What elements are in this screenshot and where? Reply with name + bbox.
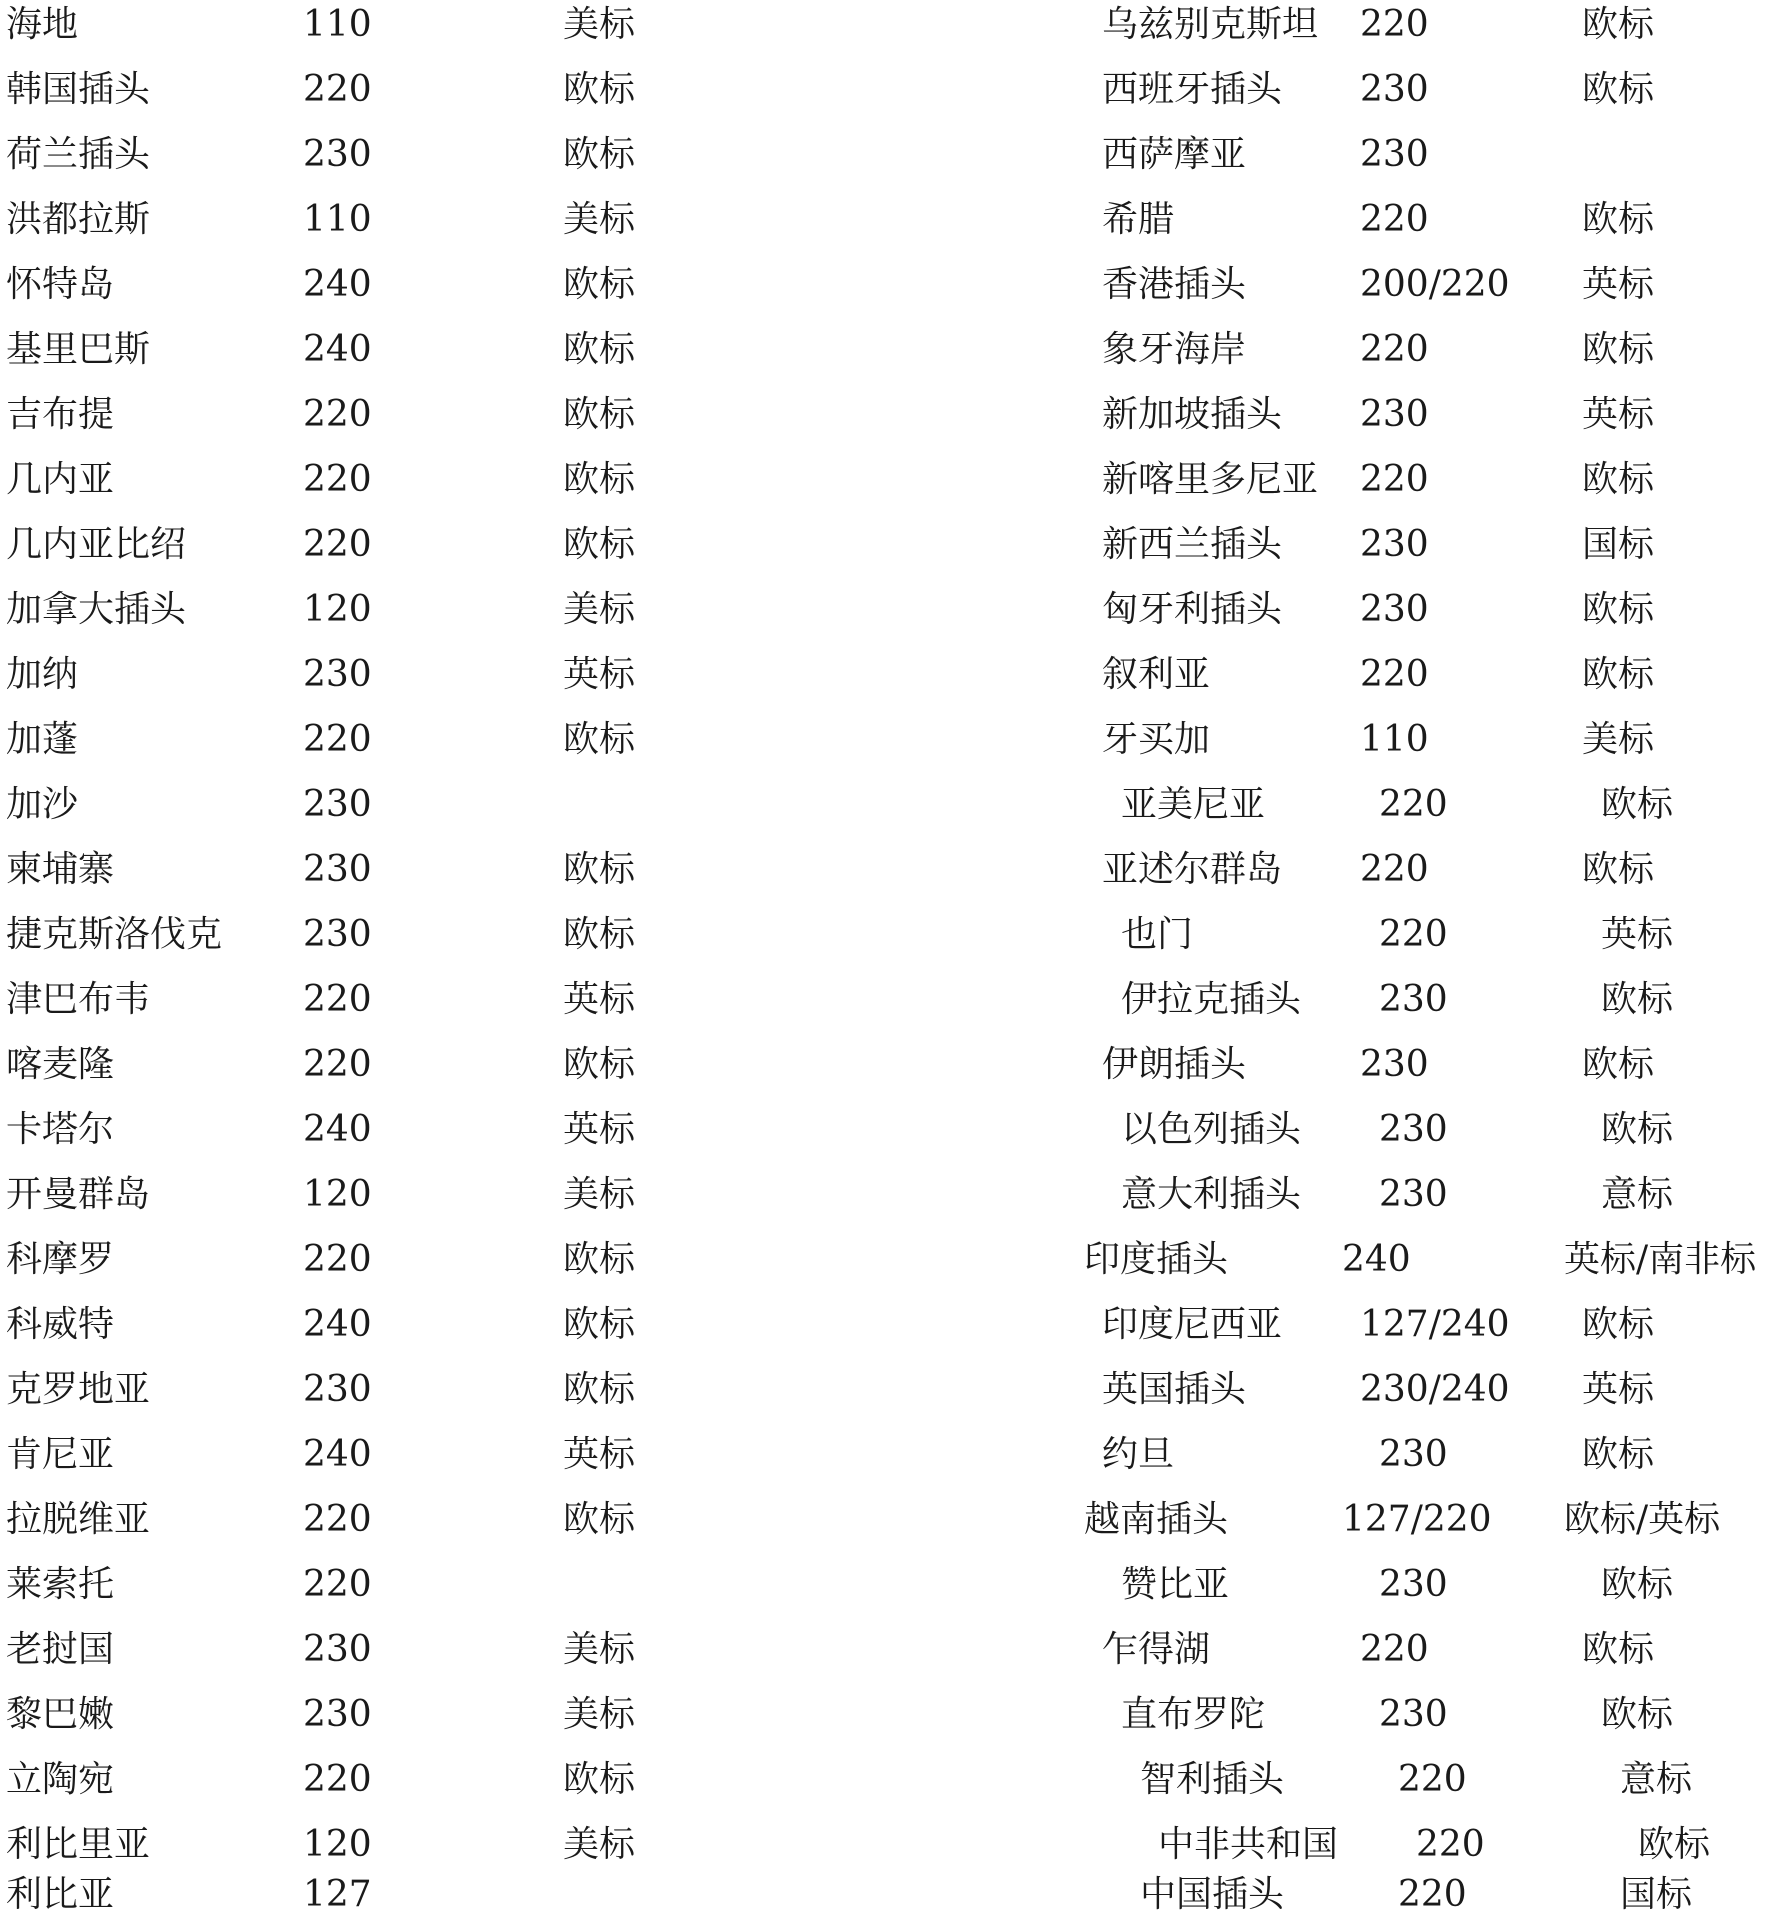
left-country: 卡塔尔: [6, 1109, 115, 1150]
right-plug-type: 国标: [1582, 524, 1655, 565]
left-voltage: 240: [303, 1434, 372, 1475]
right-country: 直布罗陀: [1121, 1694, 1266, 1735]
right-voltage: 220: [1360, 1629, 1429, 1670]
right-voltage: 230: [1360, 589, 1429, 630]
right-country: 赞比亚: [1121, 1564, 1230, 1605]
left-country: 吉布提: [6, 394, 115, 435]
right-country: 象牙海岸: [1102, 329, 1247, 370]
table-row: [0, 1300, 1775, 1350]
right-country: 乍得湖: [1102, 1629, 1211, 1670]
left-voltage: 110: [303, 4, 372, 45]
left-plug-type: 欧标: [563, 1369, 636, 1410]
left-country: 老挝国: [6, 1629, 115, 1670]
left-voltage: 220: [303, 524, 372, 565]
right-plug-type: 英标: [1582, 394, 1655, 435]
left-country: 黎巴嫩: [6, 1694, 115, 1735]
right-voltage: 230/240: [1360, 1369, 1510, 1410]
table-row: [0, 325, 1775, 375]
right-plug-type: 欧标: [1601, 784, 1674, 825]
left-plug-type: 欧标: [563, 459, 636, 500]
left-country: 利比里亚: [6, 1824, 151, 1865]
right-plug-type: 欧标: [1582, 329, 1655, 370]
left-country: 肯尼亚: [6, 1434, 115, 1475]
right-voltage: 220: [1360, 199, 1429, 240]
right-plug-type: 欧标: [1582, 1304, 1655, 1345]
left-voltage: 220: [303, 979, 372, 1020]
left-voltage: 240: [303, 264, 372, 305]
left-plug-type: 欧标: [563, 394, 636, 435]
table-row: [0, 455, 1775, 505]
right-plug-type: 欧标/英标: [1564, 1499, 1721, 1540]
right-voltage: 220: [1360, 849, 1429, 890]
right-voltage: 220: [1398, 1759, 1467, 1800]
table-row: [0, 1430, 1775, 1480]
right-country: 英国插头: [1102, 1369, 1247, 1410]
left-plug-type: 美标: [563, 589, 636, 630]
table-row: [0, 130, 1775, 180]
table-row: [0, 1495, 1775, 1545]
right-voltage: 230: [1379, 1694, 1448, 1735]
left-plug-type: 英标: [563, 1434, 636, 1475]
left-voltage: 110: [303, 199, 372, 240]
right-country: 香港插头: [1102, 264, 1247, 305]
right-voltage: 230: [1379, 1434, 1448, 1475]
left-voltage: 240: [303, 329, 372, 370]
left-country: 几内亚比绍: [6, 524, 187, 565]
left-voltage: 230: [303, 1369, 372, 1410]
table-row: [0, 0, 1775, 50]
left-voltage: 230: [303, 914, 372, 955]
right-voltage: 110: [1360, 719, 1429, 760]
left-country: 加拿大插头: [6, 589, 187, 630]
right-country: 伊拉克插头: [1121, 979, 1302, 1020]
left-plug-type: 欧标: [563, 134, 636, 175]
left-voltage: 220: [303, 394, 372, 435]
left-country: 捷克斯洛伐克: [6, 914, 223, 955]
left-country: 喀麦隆: [6, 1044, 115, 1085]
left-country: 莱索托: [6, 1564, 115, 1605]
table-row: [0, 1625, 1775, 1675]
left-plug-type: 欧标: [563, 524, 636, 565]
left-country: 几内亚: [6, 459, 115, 500]
right-plug-type: 欧标: [1582, 1044, 1655, 1085]
right-country: 越南插头: [1084, 1499, 1229, 1540]
right-country: 伊朗插头: [1102, 1044, 1247, 1085]
left-plug-type: 欧标: [563, 1239, 636, 1280]
left-voltage: 120: [303, 1174, 372, 1215]
right-voltage: 230: [1360, 394, 1429, 435]
left-country: 利比亚: [6, 1874, 115, 1915]
right-voltage: 230: [1360, 134, 1429, 175]
left-country: 津巴布韦: [6, 979, 151, 1020]
left-plug-type: 英标: [563, 654, 636, 695]
right-voltage: 127/220: [1342, 1499, 1492, 1540]
right-plug-type: 欧标: [1582, 589, 1655, 630]
right-country: 中国插头: [1140, 1874, 1285, 1915]
right-country: 印度插头: [1084, 1239, 1229, 1280]
left-voltage: 220: [303, 1239, 372, 1280]
left-voltage: 220: [303, 1044, 372, 1085]
table-row: [0, 910, 1775, 960]
right-plug-type: 欧标: [1582, 459, 1655, 500]
left-plug-type: 欧标: [563, 914, 636, 955]
left-plug-type: 美标: [563, 1629, 636, 1670]
right-voltage: 230: [1360, 524, 1429, 565]
left-voltage: 230: [303, 849, 372, 890]
left-country: 海地: [6, 4, 79, 45]
left-plug-type: 欧标: [563, 1304, 636, 1345]
right-plug-type: 欧标: [1582, 654, 1655, 695]
left-voltage: 220: [303, 1564, 372, 1605]
left-plug-type: 欧标: [563, 329, 636, 370]
right-plug-type: 英标: [1582, 1369, 1655, 1410]
left-voltage: 230: [303, 784, 372, 825]
right-plug-type: 国标: [1620, 1874, 1693, 1915]
right-plug-type: 英标: [1582, 264, 1655, 305]
left-voltage: 220: [303, 1759, 372, 1800]
right-plug-type: 欧标: [1582, 4, 1655, 45]
table-row: [0, 1365, 1775, 1415]
left-plug-type: 欧标: [563, 1499, 636, 1540]
table-row: [0, 1170, 1775, 1220]
right-plug-type: 意标: [1601, 1174, 1674, 1215]
table-row: [0, 1690, 1775, 1740]
right-voltage: 220: [1379, 784, 1448, 825]
table-row: [0, 520, 1775, 570]
right-country: 智利插头: [1140, 1759, 1285, 1800]
table-row: [0, 65, 1775, 115]
right-plug-type: 美标: [1582, 719, 1655, 760]
left-voltage: 230: [303, 134, 372, 175]
right-plug-type: 欧标: [1601, 1694, 1674, 1735]
right-plug-type: 英标: [1601, 914, 1674, 955]
right-plug-type: 欧标: [1582, 1629, 1655, 1670]
right-voltage: 220: [1360, 654, 1429, 695]
table-row: [0, 260, 1775, 310]
left-country: 克罗地亚: [6, 1369, 151, 1410]
table-row: [0, 780, 1775, 830]
right-country: 希腊: [1102, 199, 1175, 240]
right-country: 西班牙插头: [1102, 69, 1283, 110]
left-plug-type: 欧标: [563, 1044, 636, 1085]
left-voltage: 120: [303, 1824, 372, 1865]
right-voltage: 230: [1379, 1564, 1448, 1605]
right-voltage: 240: [1342, 1239, 1411, 1280]
left-voltage: 127: [303, 1874, 372, 1915]
right-voltage: 220: [1379, 914, 1448, 955]
table-row: [0, 1820, 1775, 1870]
right-country: 匈牙利插头: [1102, 589, 1283, 630]
right-country: 牙买加: [1102, 719, 1211, 760]
left-voltage: 230: [303, 1694, 372, 1735]
left-country: 开曼群岛: [6, 1174, 151, 1215]
right-country: 约旦: [1102, 1434, 1175, 1475]
table-row: [0, 1040, 1775, 1090]
right-country: 西萨摩亚: [1102, 134, 1247, 175]
right-plug-type: 欧标: [1601, 1564, 1674, 1605]
right-plug-type: 欧标: [1601, 979, 1674, 1020]
left-plug-type: 欧标: [563, 719, 636, 760]
left-plug-type: 美标: [563, 4, 636, 45]
left-country: 加纳: [6, 654, 79, 695]
left-voltage: 220: [303, 1499, 372, 1540]
left-plug-type: 英标: [563, 979, 636, 1020]
table-row: [0, 1755, 1775, 1805]
table-row: [0, 650, 1775, 700]
right-plug-type: 欧标: [1601, 1109, 1674, 1150]
left-voltage: 240: [303, 1109, 372, 1150]
left-plug-type: 美标: [563, 1174, 636, 1215]
right-voltage: 220: [1360, 4, 1429, 45]
table-row: [0, 715, 1775, 765]
right-country: 亚美尼亚: [1121, 784, 1266, 825]
right-country: 乌兹别克斯坦: [1102, 4, 1319, 45]
right-voltage: 220: [1360, 459, 1429, 500]
right-country: 也门: [1121, 914, 1194, 955]
left-country: 洪都拉斯: [6, 199, 151, 240]
left-plug-type: 欧标: [563, 264, 636, 305]
right-plug-type: 欧标: [1582, 199, 1655, 240]
left-plug-type: 欧标: [563, 849, 636, 890]
left-country: 加蓬: [6, 719, 79, 760]
table-row: [0, 1560, 1775, 1610]
right-voltage: 220: [1360, 329, 1429, 370]
right-country: 印度尼西亚: [1102, 1304, 1283, 1345]
right-plug-type: 欧标: [1582, 69, 1655, 110]
left-plug-type: 美标: [563, 199, 636, 240]
right-country: 新加坡插头: [1102, 394, 1283, 435]
right-voltage: 230: [1379, 1109, 1448, 1150]
right-voltage: 220: [1398, 1874, 1467, 1915]
table-row: [0, 1870, 1775, 1920]
left-plug-type: 欧标: [563, 69, 636, 110]
table-row: [0, 390, 1775, 440]
right-plug-type: 欧标: [1582, 849, 1655, 890]
right-plug-type: 意标: [1620, 1759, 1693, 1800]
table-row: [0, 195, 1775, 245]
left-voltage: 220: [303, 69, 372, 110]
table-row: [0, 585, 1775, 635]
right-plug-type: 欧标: [1582, 1434, 1655, 1475]
right-country: 中非共和国: [1158, 1824, 1339, 1865]
table-row: [0, 975, 1775, 1025]
left-country: 荷兰插头: [6, 134, 151, 175]
right-country: 以色列插头: [1121, 1109, 1302, 1150]
right-voltage: 230: [1360, 1044, 1429, 1085]
right-voltage: 230: [1379, 979, 1448, 1020]
left-voltage: 230: [303, 654, 372, 695]
right-plug-type: 英标/南非标: [1564, 1239, 1757, 1280]
right-country: 意大利插头: [1121, 1174, 1302, 1215]
table-row: [0, 1235, 1775, 1285]
right-country: 新西兰插头: [1102, 524, 1283, 565]
right-voltage: 220: [1416, 1824, 1485, 1865]
left-country: 科摩罗: [6, 1239, 115, 1280]
table-row: [0, 845, 1775, 895]
left-plug-type: 美标: [563, 1694, 636, 1735]
right-voltage: 127/240: [1360, 1304, 1510, 1345]
table-row: [0, 1105, 1775, 1155]
left-country: 加沙: [6, 784, 79, 825]
right-country: 新喀里多尼亚: [1102, 459, 1319, 500]
left-country: 韩国插头: [6, 69, 151, 110]
left-voltage: 220: [303, 459, 372, 500]
left-voltage: 240: [303, 1304, 372, 1345]
right-country: 亚述尔群岛: [1102, 849, 1283, 890]
right-voltage: 230: [1379, 1174, 1448, 1215]
right-voltage: 200/220: [1360, 264, 1510, 305]
left-country: 拉脱维亚: [6, 1499, 151, 1540]
left-voltage: 230: [303, 1629, 372, 1670]
right-country: 叙利亚: [1102, 654, 1211, 695]
left-country: 科威特: [6, 1304, 115, 1345]
left-voltage: 220: [303, 719, 372, 760]
left-country: 柬埔寨: [6, 849, 115, 890]
left-country: 基里巴斯: [6, 329, 151, 370]
left-country: 立陶宛: [6, 1759, 115, 1800]
left-country: 怀特岛: [6, 264, 115, 305]
left-plug-type: 英标: [563, 1109, 636, 1150]
right-voltage: 230: [1360, 69, 1429, 110]
left-plug-type: 欧标: [563, 1759, 636, 1800]
left-voltage: 120: [303, 589, 372, 630]
right-plug-type: 欧标: [1638, 1824, 1711, 1865]
left-plug-type: 美标: [563, 1824, 636, 1865]
